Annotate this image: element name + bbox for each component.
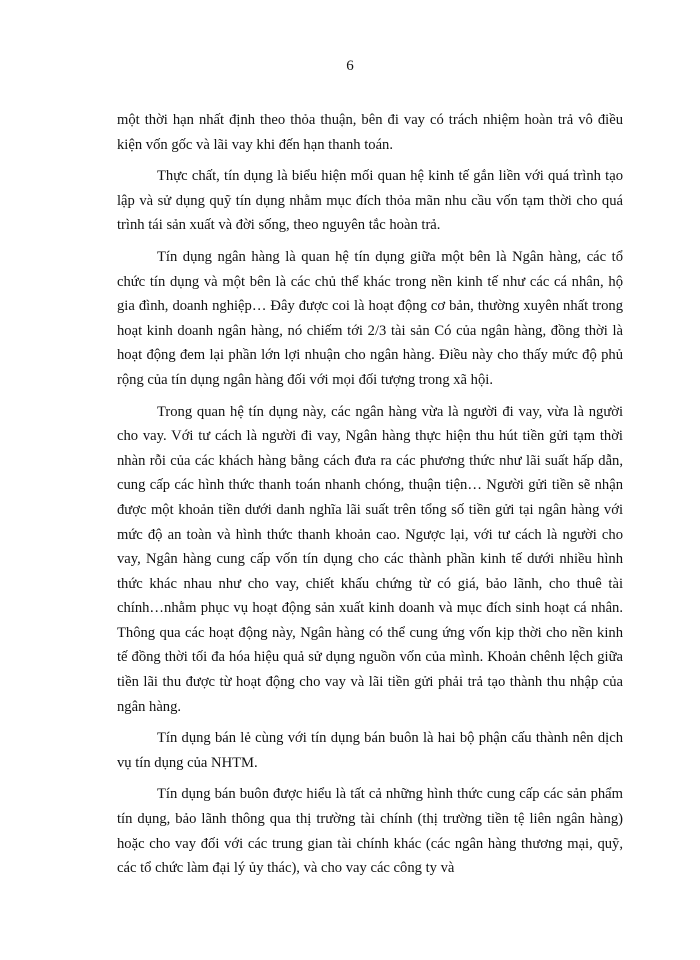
page-number: 6 — [346, 58, 354, 74]
paragraph-wholesale-credit: Tín dụng bán buôn được hiểu là tất cả những hình thức cung cấp các sản phẩm tín dụng, bảo lãnh thông qua thị trường tài chính (thị trường tiền tệ liên ngân hàng) hoặc cho vay đối với các trung gian tài chính khác (các ngân hàng thương mại, quỹ, các tổ chức làm đại lý ủy thác), và cho vay các công ty và — [117, 786, 623, 877]
paragraph-credit-essence: Thực chất, tín dụng là biểu hiện mối quan hệ kinh tế gắn liền với quá trình tạo lập và sử dụng quỹ tín dụng nhằm mục đích thỏa mãn nhu cầu vốn tạm thời cho quá trình tái sản xuất và đời sống, theo nguyên tắc hoàn trả. — [117, 168, 623, 234]
body-text — [117, 108, 623, 888]
paragraph-borrower-lender: Trong quan hệ tín dụng này, các ngân hàng vừa là người đi vay, vừa là người cho vay. Với tư cách là người đi vay, Ngân hàng thực hiện thu hút tiền gửi tạm thời nhàn rỗi của các khách hàng bằng cách đưa ra các phương thức như lãi suất hấp dẫn, cung cấp các hình thức thanh toán nhanh chóng, thuận tiện… Người gửi tiền sẽ nhận được một khoản tiền dưới danh nghĩa lãi suất trên tổng số tiền gửi tại ngân hàng với mức độ an toàn và hình thức thanh khoản cao. Ngược lại, với tư cách là người cho vay, Ngân hàng cung cấp vốn tín dụng cho các thành phần kinh tế dưới nhiều hình thức khác nhau như cho vay, chiết khấu chứng từ có giá, bảo lãnh, cho thuê tài chính…nhằm phục vụ hoạt động sản xuất kinh doanh và mục đích sinh hoạt cá nhân. Thông qua các hoạt động này, Ngân hàng có thể cung ứng vốn kịp thời cho nền kinh tế đồng thời tối đa hóa hiệu quả sử dụng nguồn vốn của mình. Khoản chênh lệch giữa tiền lãi thu được từ hoạt động cho vay và lãi tiền gửi phải trả tạo thành thu nhập của ngân hàng. — [117, 403, 623, 715]
paragraph-retail-wholesale: Tín dụng bán lẻ cùng với tín dụng bán buôn là hai bộ phận cấu thành nên dịch vụ tín dụng của NHTM. — [117, 730, 623, 771]
paragraph-continuation: một thời hạn nhất định theo thỏa thuận, bên đi vay có trách nhiệm hoàn trả vô điều kiện vốn gốc và lãi vay khi đến hạn thanh toán. — [117, 112, 623, 153]
paragraph-bank-credit: Tín dụng ngân hàng là quan hệ tín dụng giữa một bên là Ngân hàng, các tổ chức tín dụng và một bên là các chủ thể khác trong nền kinh tế như các cá nhân, hộ gia đình, doanh nghiệp… Đây được coi là hoạt động cơ bản, thường xuyên nhất trong hoạt kinh doanh ngân hàng, nó chiếm tới 2/3 tài sản Có của ngân hàng, đồng thời là hoạt động đem lại phần lớn lợi nhuận cho ngân hàng. Điều này cho thấy mức độ phủ rộng của tín dụng ngân hàng đối với mọi đối tượng trong xã hội. — [117, 248, 623, 388]
